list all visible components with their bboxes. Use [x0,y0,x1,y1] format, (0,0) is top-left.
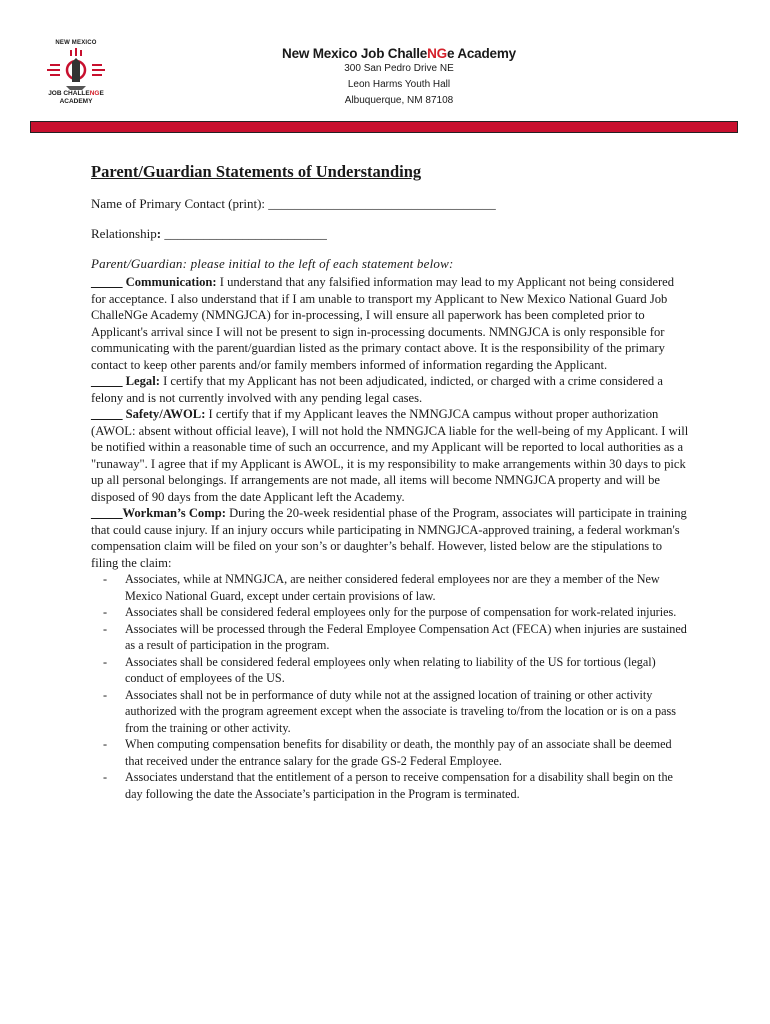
document-title: Parent/Guardian Statements of Understanding [91,162,422,181]
address-line-2: Leon Harms Youth Hall [347,79,451,90]
list-item: - When computing compensation benefits for disability or death, the monthly pay of an associate shall be deemed that received under the entrance salary for the grade GS-2 Federal Employee. [103,737,672,768]
letterhead [0,46,770,109]
safety-awol-statement: _____ Safety/AWOL: I certify that if my Applicant leaves the NMNGJCA campus without proper authorization (AWOL: absent without official leave), I will not hold the NMNGJCA liable for the well-being of my Applicant. I will be notified within a reasonable time of such an occurrence, and my Applicant will be reported to local authorities as a "runaway". I agree that if my Applicant is AWOL, it is my responsibility to make arrangements within 30 days to pick up all personal belongings. If arrangements are not made, all items will become NMNGJCA property and will be disposed of 90 days from the date Applicant left the Academy. [91,407,689,504]
relationship-label: Relationship [91,226,157,241]
relationship-blank[interactable]: _________________________ [161,226,327,241]
communication-initial-blank[interactable]: _____ [91,275,123,289]
legal-initial-blank[interactable]: _____ [91,374,123,388]
list-item: - Associates will be processed through the Federal Employee Compensation Act (FECA) when injuries are sustained as a result of participation in the program. [103,621,687,652]
list-item: - Associates shall be considered federal employees only for the purpose of compensation for work-related injuries. [103,605,677,619]
address-line-1: 300 San Pedro Drive NE [344,63,454,74]
safety-initial-blank[interactable]: _____ [91,407,123,421]
workmans-comp-initial-blank[interactable]: _____ [91,506,123,520]
workmans-comp-statement: _____Workman’s Comp: During the 20-week residential phase of the Program, associates will participate in training that could cause injury. If an injury occurs while participating in NMNGJCA-approved training, a federal workman's compensation claim will be filed on your son’s or daughter’s behalf. However, listed below are the stipulations to filing the claim: [91,506,687,570]
instructions: Parent/Guardian: please initial to the left of each statement below: [91,256,454,271]
logo-state-text: NEW MEXICO [55,40,97,46]
relationship-field[interactable]: Relationship: _________________________ [91,226,327,241]
header-divider-bar [30,121,738,133]
primary-contact-blank[interactable]: ___________________________________ [268,196,496,211]
logo-academy-text: JOB CHALLENGE ACADEMY [48,90,104,105]
primary-contact-label: Name of Primary Contact (print): [91,196,266,211]
list-item: - Associates, while at NMNGJCA, are neither considered federal employees nor are they a member of the New Mexico National Guard, except under certain provisions of law. [103,572,660,603]
primary-contact-field[interactable] [91,196,691,212]
stipulations-list [91,571,691,802]
list-item: - Associates shall be considered federal employees only when relating to liability of the US for tortious (legal) conduct of employees of the US. [103,654,656,685]
list-item: - Associates shall not be in performance of duty while not at the assigned location of training or other activity authorized with the program agreement except when the associate is traveling to/from the location or is on a pass from the training or other activity. [103,687,676,735]
document-body [91,162,691,802]
legal-statement: _____ Legal: I certify that my Applicant has not been adjudicated, indicted, or charged with a crime considered a felony and is not currently involved with any pending legal cases. [91,374,663,405]
address-line-3: Albuquerque, NM 87108 [344,95,454,106]
communication-statement: _____ Communication: I understand that any falsified information may lead to my Applicant not being considered for acceptance. I also understand that if I am unable to transport my Applicant to New Mexico National Guard Job ChalleNGe Academy (NMNGJCA) for in-processing, I will ensure all paperwork has been completed prior to Applicant's arrival since I will not be present to sign in-processing documents. NMNGJCA is only responsible for communicating with the parent/guardian listed as the primary contact above. It is the responsibility of the primary contact to keep other parents and/or family members informed of information regarding the Applicant. [91,275,675,372]
list-item: - Associates understand that the entitlement of a person to receive compensation for a disability shall begin on the day following the date the Associate’s participation in the Program is terminated. [103,770,673,801]
letterhead-title: New Mexico Job ChalleNGe Academy [282,46,516,61]
